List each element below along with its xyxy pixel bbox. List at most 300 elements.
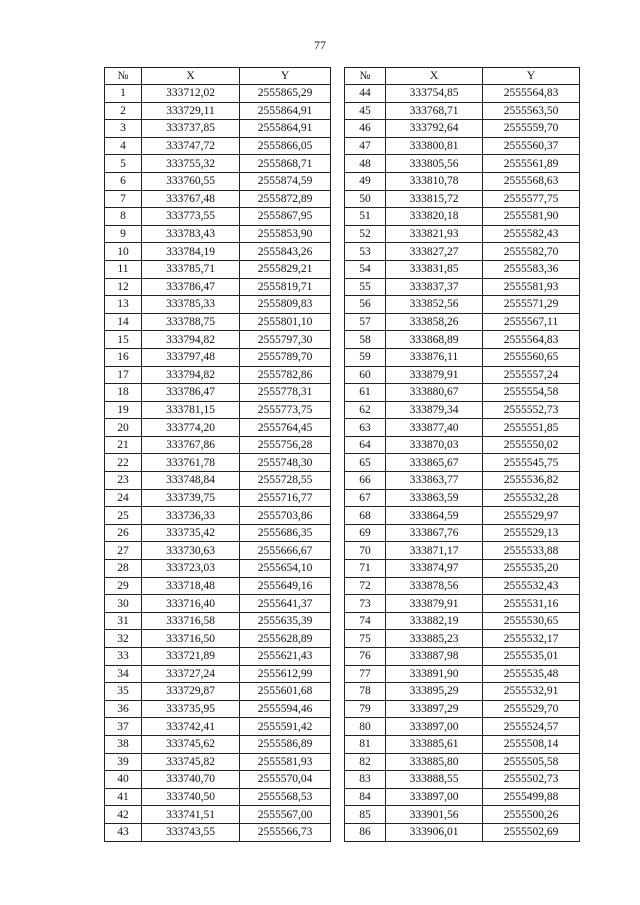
point-number-left: 4 bbox=[105, 137, 142, 155]
point-number-right: 50 bbox=[345, 190, 386, 208]
point-number-right: 61 bbox=[345, 384, 386, 402]
table-row bbox=[105, 190, 580, 208]
y-coordinate-left: 2555778,31 bbox=[240, 384, 331, 402]
point-number-right: 83 bbox=[345, 771, 386, 789]
y-coordinate-right: 2555500,26 bbox=[483, 806, 580, 824]
point-number-right: 75 bbox=[345, 630, 386, 648]
table-row bbox=[105, 225, 580, 243]
y-coordinate-left: 2555641,37 bbox=[240, 595, 331, 613]
point-number-left: 25 bbox=[105, 507, 142, 525]
point-number-right: 62 bbox=[345, 401, 386, 419]
x-coordinate-left: 333716,58 bbox=[142, 612, 240, 630]
table-row bbox=[105, 260, 580, 278]
point-number-left: 8 bbox=[105, 208, 142, 226]
point-number-left: 1 bbox=[105, 85, 142, 103]
point-number-left: 28 bbox=[105, 560, 142, 578]
point-number-left: 17 bbox=[105, 366, 142, 384]
y-coordinate-right: 2555577,75 bbox=[483, 190, 580, 208]
point-number-left: 6 bbox=[105, 172, 142, 190]
x-coordinate-right: 333888,55 bbox=[386, 771, 483, 789]
y-coordinate-right: 2555536,82 bbox=[483, 472, 580, 490]
table-row bbox=[105, 788, 580, 806]
table-row bbox=[105, 612, 580, 630]
y-coordinate-left: 2555782,86 bbox=[240, 366, 331, 384]
point-number-right: 54 bbox=[345, 260, 386, 278]
column-gap bbox=[331, 155, 345, 173]
point-number-right: 44 bbox=[345, 85, 386, 103]
point-number-left: 36 bbox=[105, 700, 142, 718]
y-coordinate-right: 2555564,83 bbox=[483, 85, 580, 103]
point-number-right: 69 bbox=[345, 524, 386, 542]
x-coordinate-left: 333740,50 bbox=[142, 788, 240, 806]
point-number-left: 9 bbox=[105, 225, 142, 243]
x-coordinate-left: 333723,03 bbox=[142, 560, 240, 578]
y-coordinate-right: 2555535,01 bbox=[483, 648, 580, 666]
y-coordinate-left: 2555864,91 bbox=[240, 120, 331, 138]
y-coordinate-left: 2555773,75 bbox=[240, 401, 331, 419]
y-coordinate-right: 2555567,11 bbox=[483, 313, 580, 331]
column-gap bbox=[331, 208, 345, 226]
column-gap bbox=[331, 700, 345, 718]
y-coordinate-left: 2555801,10 bbox=[240, 313, 331, 331]
point-number-right: 67 bbox=[345, 489, 386, 507]
point-number-left: 11 bbox=[105, 260, 142, 278]
table-row bbox=[105, 665, 580, 683]
table-row bbox=[105, 648, 580, 666]
table-row bbox=[105, 595, 580, 613]
point-number-left: 20 bbox=[105, 419, 142, 437]
y-coordinate-right: 2555581,90 bbox=[483, 208, 580, 226]
point-number-right: 72 bbox=[345, 577, 386, 595]
point-number-right: 52 bbox=[345, 225, 386, 243]
x-coordinate-right: 333878,56 bbox=[386, 577, 483, 595]
column-gap bbox=[331, 788, 345, 806]
point-number-left: 22 bbox=[105, 454, 142, 472]
point-number-left: 2 bbox=[105, 102, 142, 120]
x-coordinate-right: 333864,59 bbox=[386, 507, 483, 525]
point-number-right: 49 bbox=[345, 172, 386, 190]
point-number-left: 10 bbox=[105, 243, 142, 261]
y-coordinate-right: 2555502,73 bbox=[483, 771, 580, 789]
column-gap bbox=[331, 823, 345, 841]
x-coordinate-left: 333737,85 bbox=[142, 120, 240, 138]
y-coordinate-right: 2555560,65 bbox=[483, 348, 580, 366]
table-row bbox=[105, 137, 580, 155]
table-row bbox=[105, 331, 580, 349]
x-coordinate-left: 333727,24 bbox=[142, 665, 240, 683]
point-number-right: 73 bbox=[345, 595, 386, 613]
column-gap bbox=[331, 577, 345, 595]
column-gap bbox=[331, 85, 345, 103]
y-coordinate-left: 2555628,89 bbox=[240, 630, 331, 648]
column-gap bbox=[331, 401, 345, 419]
point-number-left: 31 bbox=[105, 612, 142, 630]
x-coordinate-right: 333906,01 bbox=[386, 823, 483, 841]
y-coordinate-right: 2555532,91 bbox=[483, 683, 580, 701]
header-x-left: X bbox=[142, 68, 240, 85]
y-coordinate-right: 2555563,50 bbox=[483, 102, 580, 120]
point-number-right: 74 bbox=[345, 612, 386, 630]
column-gap bbox=[331, 120, 345, 138]
y-coordinate-right: 2555532,43 bbox=[483, 577, 580, 595]
y-coordinate-left: 2555601,68 bbox=[240, 683, 331, 701]
x-coordinate-right: 333867,76 bbox=[386, 524, 483, 542]
table-row bbox=[105, 507, 580, 525]
point-number-left: 14 bbox=[105, 313, 142, 331]
table-row bbox=[105, 771, 580, 789]
column-gap bbox=[331, 102, 345, 120]
x-coordinate-left: 333773,55 bbox=[142, 208, 240, 226]
x-coordinate-left: 333794,82 bbox=[142, 366, 240, 384]
x-coordinate-left: 333721,89 bbox=[142, 648, 240, 666]
point-number-left: 29 bbox=[105, 577, 142, 595]
table-row bbox=[105, 454, 580, 472]
y-coordinate-right: 2555502,69 bbox=[483, 823, 580, 841]
y-coordinate-right: 2555583,36 bbox=[483, 260, 580, 278]
y-coordinate-right: 2555559,70 bbox=[483, 120, 580, 138]
y-coordinate-right: 2555582,70 bbox=[483, 243, 580, 261]
y-coordinate-left: 2555666,67 bbox=[240, 542, 331, 560]
x-coordinate-right: 333885,23 bbox=[386, 630, 483, 648]
x-coordinate-left: 333735,42 bbox=[142, 524, 240, 542]
table-row bbox=[105, 718, 580, 736]
y-coordinate-left: 2555716,77 bbox=[240, 489, 331, 507]
x-coordinate-right: 333891,90 bbox=[386, 665, 483, 683]
y-coordinate-left: 2555568,53 bbox=[240, 788, 331, 806]
y-coordinate-left: 2555797,30 bbox=[240, 331, 331, 349]
y-coordinate-right: 2555532,17 bbox=[483, 630, 580, 648]
table-row bbox=[105, 384, 580, 402]
x-coordinate-left: 333712,02 bbox=[142, 85, 240, 103]
point-number-right: 46 bbox=[345, 120, 386, 138]
point-number-left: 43 bbox=[105, 823, 142, 841]
x-coordinate-right: 333897,00 bbox=[386, 788, 483, 806]
x-coordinate-right: 333882,19 bbox=[386, 612, 483, 630]
y-coordinate-right: 2555533,88 bbox=[483, 542, 580, 560]
point-number-left: 27 bbox=[105, 542, 142, 560]
table-row bbox=[105, 348, 580, 366]
y-coordinate-right: 2555551,85 bbox=[483, 419, 580, 437]
y-coordinate-left: 2555621,43 bbox=[240, 648, 331, 666]
y-coordinate-left: 2555874,59 bbox=[240, 172, 331, 190]
x-coordinate-left: 333741,51 bbox=[142, 806, 240, 824]
x-coordinate-left: 333743,55 bbox=[142, 823, 240, 841]
point-number-right: 81 bbox=[345, 735, 386, 753]
x-coordinate-right: 333792,64 bbox=[386, 120, 483, 138]
y-coordinate-left: 2555594,46 bbox=[240, 700, 331, 718]
point-number-left: 37 bbox=[105, 718, 142, 736]
y-coordinate-left: 2555756,28 bbox=[240, 436, 331, 454]
column-gap bbox=[331, 68, 345, 85]
point-number-right: 84 bbox=[345, 788, 386, 806]
point-number-right: 56 bbox=[345, 296, 386, 314]
column-gap bbox=[331, 137, 345, 155]
y-coordinate-right: 2555554,58 bbox=[483, 384, 580, 402]
column-gap bbox=[331, 225, 345, 243]
x-coordinate-right: 333879,91 bbox=[386, 595, 483, 613]
x-coordinate-right: 333810,78 bbox=[386, 172, 483, 190]
header-num-right: № bbox=[345, 68, 386, 85]
y-coordinate-right: 2555508,14 bbox=[483, 735, 580, 753]
header-num-left: № bbox=[105, 68, 142, 85]
point-number-right: 60 bbox=[345, 366, 386, 384]
column-gap bbox=[331, 630, 345, 648]
y-coordinate-right: 2555582,43 bbox=[483, 225, 580, 243]
table-row bbox=[105, 243, 580, 261]
y-coordinate-right: 2555545,75 bbox=[483, 454, 580, 472]
point-number-right: 78 bbox=[345, 683, 386, 701]
x-coordinate-right: 333879,34 bbox=[386, 401, 483, 419]
x-coordinate-left: 333794,82 bbox=[142, 331, 240, 349]
point-number-left: 33 bbox=[105, 648, 142, 666]
x-coordinate-right: 333897,00 bbox=[386, 718, 483, 736]
y-coordinate-right: 2555560,37 bbox=[483, 137, 580, 155]
y-coordinate-right: 2555581,93 bbox=[483, 278, 580, 296]
x-coordinate-right: 333754,85 bbox=[386, 85, 483, 103]
point-number-left: 41 bbox=[105, 788, 142, 806]
y-coordinate-left: 2555764,45 bbox=[240, 419, 331, 437]
x-coordinate-left: 333730,63 bbox=[142, 542, 240, 560]
column-gap bbox=[331, 806, 345, 824]
y-coordinate-left: 2555819,71 bbox=[240, 278, 331, 296]
y-coordinate-left: 2555654,10 bbox=[240, 560, 331, 578]
point-number-left: 39 bbox=[105, 753, 142, 771]
point-number-right: 48 bbox=[345, 155, 386, 173]
column-gap bbox=[331, 560, 345, 578]
table-row bbox=[105, 683, 580, 701]
column-gap bbox=[331, 735, 345, 753]
x-coordinate-right: 333768,71 bbox=[386, 102, 483, 120]
y-coordinate-left: 2555591,42 bbox=[240, 718, 331, 736]
y-coordinate-left: 2555867,95 bbox=[240, 208, 331, 226]
point-number-left: 42 bbox=[105, 806, 142, 824]
y-coordinate-right: 2555524,57 bbox=[483, 718, 580, 736]
x-coordinate-left: 333718,48 bbox=[142, 577, 240, 595]
column-gap bbox=[331, 753, 345, 771]
x-coordinate-left: 333736,33 bbox=[142, 507, 240, 525]
point-number-right: 57 bbox=[345, 313, 386, 331]
x-coordinate-right: 333876,11 bbox=[386, 348, 483, 366]
table-header-row bbox=[105, 68, 580, 85]
x-coordinate-right: 333874,97 bbox=[386, 560, 483, 578]
column-gap bbox=[331, 384, 345, 402]
point-number-right: 85 bbox=[345, 806, 386, 824]
y-coordinate-right: 2555529,70 bbox=[483, 700, 580, 718]
point-number-right: 47 bbox=[345, 137, 386, 155]
x-coordinate-left: 333785,71 bbox=[142, 260, 240, 278]
point-number-left: 19 bbox=[105, 401, 142, 419]
table-row bbox=[105, 85, 580, 103]
point-number-right: 45 bbox=[345, 102, 386, 120]
y-coordinate-left: 2555703,86 bbox=[240, 507, 331, 525]
table-row bbox=[105, 753, 580, 771]
y-coordinate-right: 2555505,58 bbox=[483, 753, 580, 771]
x-coordinate-right: 333885,80 bbox=[386, 753, 483, 771]
column-gap bbox=[331, 436, 345, 454]
column-gap bbox=[331, 348, 345, 366]
table-row bbox=[105, 120, 580, 138]
point-number-right: 55 bbox=[345, 278, 386, 296]
x-coordinate-right: 333895,29 bbox=[386, 683, 483, 701]
y-coordinate-left: 2555843,26 bbox=[240, 243, 331, 261]
x-coordinate-left: 333729,11 bbox=[142, 102, 240, 120]
y-coordinate-right: 2555535,48 bbox=[483, 665, 580, 683]
y-coordinate-left: 2555686,35 bbox=[240, 524, 331, 542]
x-coordinate-left: 333767,86 bbox=[142, 436, 240, 454]
y-coordinate-left: 2555635,39 bbox=[240, 612, 331, 630]
table-row bbox=[105, 489, 580, 507]
point-number-left: 23 bbox=[105, 472, 142, 490]
point-number-right: 58 bbox=[345, 331, 386, 349]
y-coordinate-left: 2555789,70 bbox=[240, 348, 331, 366]
x-coordinate-right: 333897,29 bbox=[386, 700, 483, 718]
y-coordinate-right: 2555535,20 bbox=[483, 560, 580, 578]
table-row bbox=[105, 313, 580, 331]
x-coordinate-right: 333820,18 bbox=[386, 208, 483, 226]
point-number-left: 18 bbox=[105, 384, 142, 402]
x-coordinate-right: 333815,72 bbox=[386, 190, 483, 208]
table-row bbox=[105, 172, 580, 190]
point-number-left: 16 bbox=[105, 348, 142, 366]
table-row bbox=[105, 823, 580, 841]
point-number-left: 32 bbox=[105, 630, 142, 648]
x-coordinate-right: 333871,17 bbox=[386, 542, 483, 560]
table-row bbox=[105, 735, 580, 753]
point-number-right: 86 bbox=[345, 823, 386, 841]
column-gap bbox=[331, 172, 345, 190]
point-number-right: 64 bbox=[345, 436, 386, 454]
column-gap bbox=[331, 296, 345, 314]
point-number-left: 24 bbox=[105, 489, 142, 507]
y-coordinate-right: 2555532,28 bbox=[483, 489, 580, 507]
column-gap bbox=[331, 331, 345, 349]
x-coordinate-left: 333716,40 bbox=[142, 595, 240, 613]
column-gap bbox=[331, 243, 345, 261]
table-row bbox=[105, 577, 580, 595]
point-number-right: 63 bbox=[345, 419, 386, 437]
x-coordinate-left: 333783,43 bbox=[142, 225, 240, 243]
point-number-right: 53 bbox=[345, 243, 386, 261]
point-number-right: 76 bbox=[345, 648, 386, 666]
y-coordinate-left: 2555566,73 bbox=[240, 823, 331, 841]
y-coordinate-right: 2555530,65 bbox=[483, 612, 580, 630]
x-coordinate-right: 333858,26 bbox=[386, 313, 483, 331]
x-coordinate-left: 333740,70 bbox=[142, 771, 240, 789]
column-gap bbox=[331, 489, 345, 507]
column-gap bbox=[331, 683, 345, 701]
y-coordinate-left: 2555865,29 bbox=[240, 85, 331, 103]
table-row bbox=[105, 102, 580, 120]
y-coordinate-right: 2555550,02 bbox=[483, 436, 580, 454]
y-coordinate-right: 2555571,29 bbox=[483, 296, 580, 314]
y-coordinate-right: 2555564,83 bbox=[483, 331, 580, 349]
point-number-right: 80 bbox=[345, 718, 386, 736]
x-coordinate-right: 333852,56 bbox=[386, 296, 483, 314]
point-number-right: 71 bbox=[345, 560, 386, 578]
table-row bbox=[105, 401, 580, 419]
x-coordinate-right: 333880,67 bbox=[386, 384, 483, 402]
x-coordinate-left: 333797,48 bbox=[142, 348, 240, 366]
table-row bbox=[105, 630, 580, 648]
y-coordinate-left: 2555581,93 bbox=[240, 753, 331, 771]
header-y-right: Y bbox=[483, 68, 580, 85]
y-coordinate-right: 2555561,89 bbox=[483, 155, 580, 173]
point-number-left: 21 bbox=[105, 436, 142, 454]
column-gap bbox=[331, 595, 345, 613]
point-number-right: 82 bbox=[345, 753, 386, 771]
point-number-left: 5 bbox=[105, 155, 142, 173]
x-coordinate-left: 333729,87 bbox=[142, 683, 240, 701]
point-number-left: 7 bbox=[105, 190, 142, 208]
y-coordinate-right: 2555529,13 bbox=[483, 524, 580, 542]
x-coordinate-left: 333747,72 bbox=[142, 137, 240, 155]
point-number-right: 77 bbox=[345, 665, 386, 683]
y-coordinate-left: 2555853,90 bbox=[240, 225, 331, 243]
point-number-right: 59 bbox=[345, 348, 386, 366]
y-coordinate-right: 2555531,16 bbox=[483, 595, 580, 613]
x-coordinate-left: 333760,55 bbox=[142, 172, 240, 190]
column-gap bbox=[331, 454, 345, 472]
table-row bbox=[105, 700, 580, 718]
y-coordinate-left: 2555649,16 bbox=[240, 577, 331, 595]
column-gap bbox=[331, 472, 345, 490]
column-gap bbox=[331, 366, 345, 384]
x-coordinate-left: 333745,62 bbox=[142, 735, 240, 753]
x-coordinate-right: 333821,93 bbox=[386, 225, 483, 243]
header-x-right: X bbox=[386, 68, 483, 85]
y-coordinate-left: 2555866,05 bbox=[240, 137, 331, 155]
column-gap bbox=[331, 648, 345, 666]
point-number-left: 38 bbox=[105, 735, 142, 753]
page-number: 77 bbox=[314, 38, 326, 52]
point-number-right: 68 bbox=[345, 507, 386, 525]
x-coordinate-left: 333761,78 bbox=[142, 454, 240, 472]
x-coordinate-left: 333748,84 bbox=[142, 472, 240, 490]
table-row bbox=[105, 560, 580, 578]
y-coordinate-left: 2555864,91 bbox=[240, 102, 331, 120]
y-coordinate-left: 2555586,89 bbox=[240, 735, 331, 753]
point-number-left: 34 bbox=[105, 665, 142, 683]
point-number-right: 79 bbox=[345, 700, 386, 718]
point-number-right: 66 bbox=[345, 472, 386, 490]
table-row bbox=[105, 296, 580, 314]
x-coordinate-right: 333863,77 bbox=[386, 472, 483, 490]
column-gap bbox=[331, 612, 345, 630]
table-body bbox=[105, 85, 580, 842]
x-coordinate-left: 333786,47 bbox=[142, 384, 240, 402]
table-row bbox=[105, 472, 580, 490]
y-coordinate-left: 2555872,89 bbox=[240, 190, 331, 208]
y-coordinate-right: 2555529,97 bbox=[483, 507, 580, 525]
table-row bbox=[105, 542, 580, 560]
point-number-left: 13 bbox=[105, 296, 142, 314]
x-coordinate-left: 333767,48 bbox=[142, 190, 240, 208]
x-coordinate-right: 333879,91 bbox=[386, 366, 483, 384]
x-coordinate-right: 333863,59 bbox=[386, 489, 483, 507]
table-row bbox=[105, 208, 580, 226]
table-row bbox=[105, 806, 580, 824]
x-coordinate-right: 333885,61 bbox=[386, 735, 483, 753]
y-coordinate-right: 2555568,63 bbox=[483, 172, 580, 190]
x-coordinate-left: 333784,19 bbox=[142, 243, 240, 261]
point-number-right: 51 bbox=[345, 208, 386, 226]
y-coordinate-left: 2555748,30 bbox=[240, 454, 331, 472]
column-gap bbox=[331, 771, 345, 789]
x-coordinate-right: 333901,56 bbox=[386, 806, 483, 824]
x-coordinate-right: 333831,85 bbox=[386, 260, 483, 278]
table-row bbox=[105, 524, 580, 542]
column-gap bbox=[331, 419, 345, 437]
